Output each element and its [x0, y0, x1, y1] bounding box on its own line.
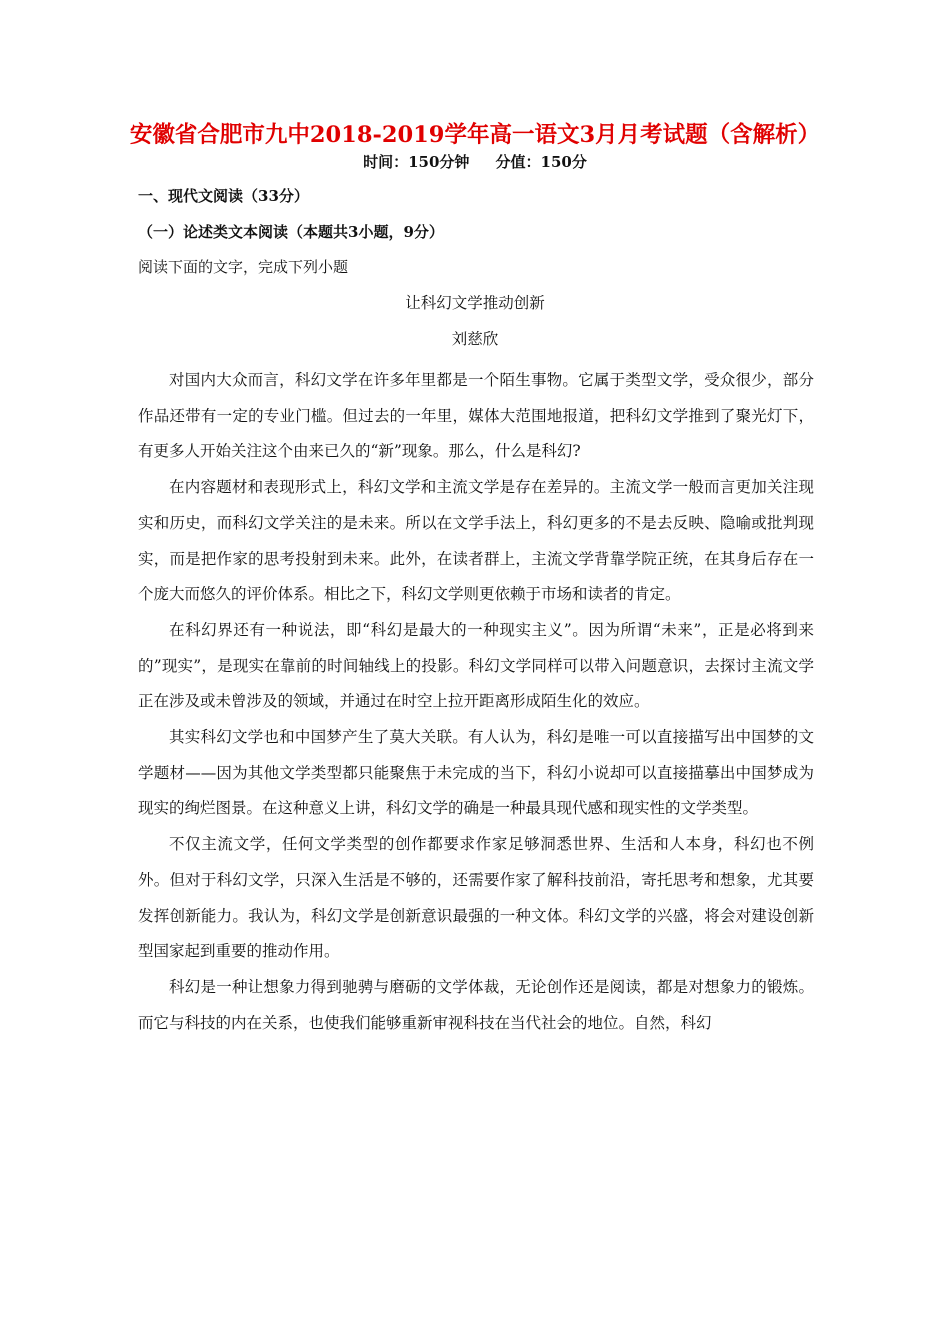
article-author: 刘慈欣	[451, 330, 499, 348]
exam-time-score: 时间：150分钟 分值：150分	[363, 153, 587, 171]
exam-title: 安徽省合肥市九中2018-2019学年高一语文3月月考试题（含解析）	[129, 122, 821, 148]
subsection-heading: （一）论述类文本阅读（本题共3小题，9分）	[138, 223, 444, 241]
article-body	[138, 363, 814, 1041]
reading-instruction: 阅读下面的文字，完成下列小题	[138, 258, 349, 276]
article-paragraph: 其实科幻文学也和中国梦产生了莫大关联。有人认为，科幻是唯一可以直接描写出中国梦的文学题材——因为其他文学类型都只能聚焦于未完成的当下，科幻小说却可以直接描摹出中国梦成为现实的绚烂图景。在这种意义上讲，科幻文学的确是一种最具现代感和现实性的文学类型。	[138, 728, 814, 818]
article-title: 让科幻文学推动创新	[405, 294, 545, 312]
article-paragraph: 对国内大众而言，科幻文学在许多年里都是一个陌生事物。它属于类型文学，受众很少，部分作品还带有一定的专业门槛。但过去的一年里，媒体大范围地报道，把科幻文学推到了聚光灯下，有更多人开始关注这个由来已久的“新”现象。那么，什么是科幻?	[138, 371, 814, 461]
section-heading: 一、现代文阅读（33分）	[138, 187, 309, 205]
article-paragraph: 不仅主流文学，任何文学类型的创作都要求作家足够洞悉世界、生活和人本身，科幻也不例外。但对于科幻文学，只深入生活是不够的，还需要作家了解科技前沿，寄托思考和想象，尤其要发挥创新能力。我认为，科幻文学是创新意识最强的一种文体。科幻文学的兴盛，将会对建设创新型国家起到重要的推动作用。	[138, 835, 814, 961]
article-paragraph: 科幻是一种让想象力得到驰骋与磨砺的文学体裁，无论创作还是阅读，都是对想象力的锻炼。而它与科技的内在关系，也使我们能够重新审视科技在当代社会的地位。自然，科幻	[138, 977, 814, 1032]
article-paragraph: 在内容题材和表现形式上，科幻文学和主流文学是存在差异的。主流文学一般而言更加关注现实和历史，而科幻文学关注的是未来。所以在文学手法上，科幻更多的不是去反映、隐喻或批判现实，而是把作家的思考投射到未来。此外，在读者群上，主流文学背靠学院正统，在其身后存在一个庞大而悠久的评价体系。相比之下，科幻文学则更依赖于市场和读者的肯定。	[138, 478, 814, 604]
article-paragraph: 在科幻界还有一种说法，即“科幻是最大的一种现实主义”。因为所谓“未来”，正是必将到来的”现实”，是现实在靠前的时间轴线上的投影。科幻文学同样可以带入问题意识，去探讨主流文学正在涉及或未曾涉及的领域，并通过在时空上拉开距离形成陌生化的效应。	[138, 620, 814, 711]
